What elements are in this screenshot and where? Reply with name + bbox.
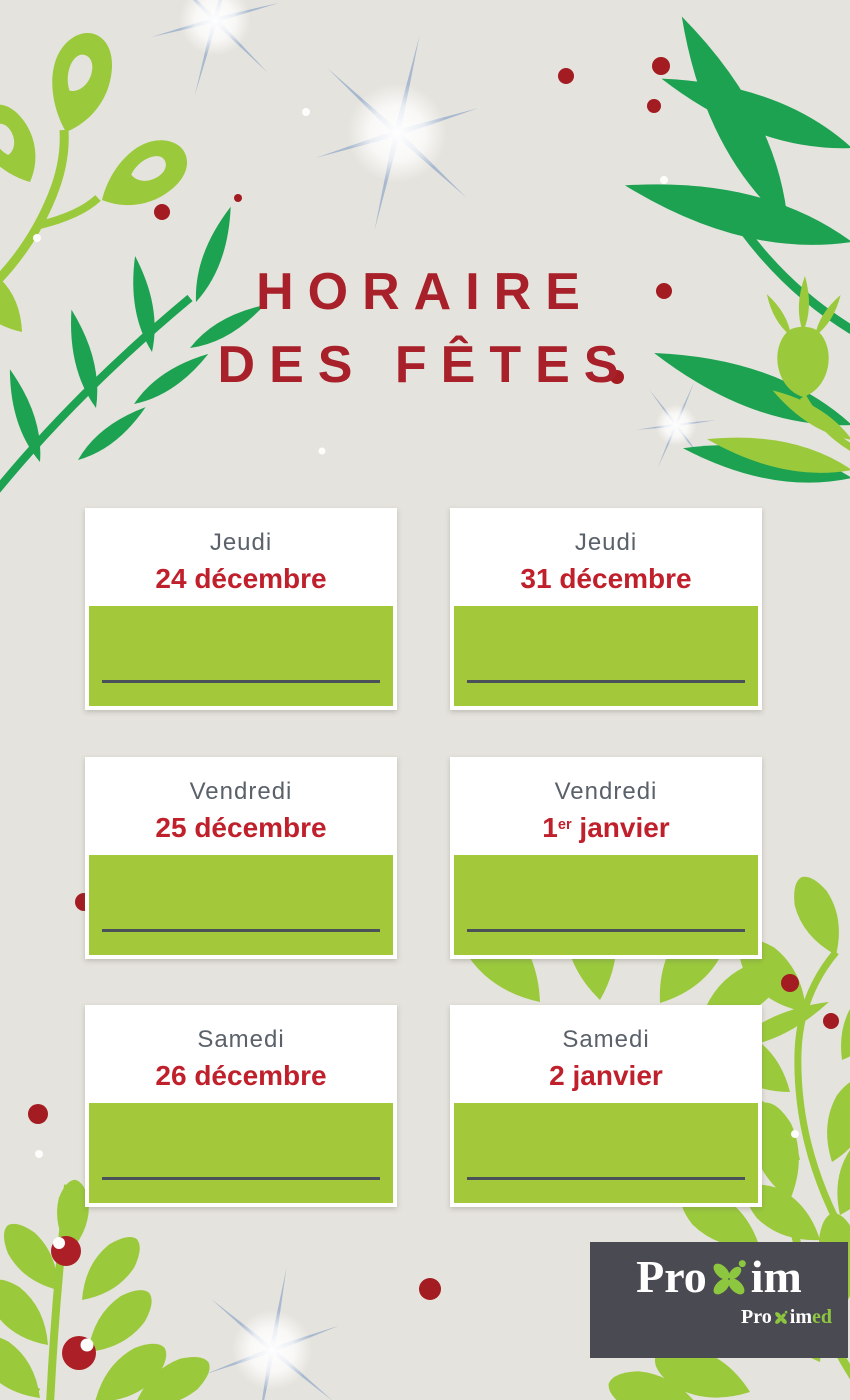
card-date-label: 2 janvier xyxy=(549,1060,663,1091)
card-day-label: Vendredi xyxy=(554,778,658,805)
proximed-wordmark xyxy=(741,1307,832,1327)
card-date-label: 1er janvier xyxy=(542,812,670,843)
schedule-card xyxy=(85,508,397,710)
sub-brand-text-mid: im xyxy=(789,1306,812,1328)
schedule-card xyxy=(450,508,762,710)
hours-blank-line xyxy=(102,680,380,683)
card-day-label: Samedi xyxy=(197,1026,285,1053)
schedule-card xyxy=(85,1005,397,1207)
card-hours-area xyxy=(89,606,393,706)
schedule-card xyxy=(450,1005,762,1207)
proxim-wordmark xyxy=(636,1251,802,1302)
schedule-card xyxy=(85,757,397,959)
card-hours-area xyxy=(454,1103,758,1203)
schedule-card xyxy=(450,757,762,959)
hours-blank-line xyxy=(102,929,380,932)
card-date-label: 25 décembre xyxy=(155,812,327,843)
card-day-label: Vendredi xyxy=(189,778,293,805)
hours-blank-line xyxy=(102,1177,380,1180)
card-hours-area xyxy=(89,855,393,955)
card-hours-area xyxy=(454,606,758,706)
card-date-label: 26 décembre xyxy=(155,1060,327,1091)
hours-blank-line xyxy=(467,680,745,683)
berry-sprig-icon xyxy=(0,1179,218,1400)
hours-blank-line xyxy=(467,1177,745,1180)
card-day-label: Jeudi xyxy=(209,529,273,556)
title-line-1: HORAIRE xyxy=(256,263,594,321)
poster-title xyxy=(0,256,850,402)
brand-text-post: im xyxy=(750,1251,802,1302)
card-hours-area xyxy=(454,855,758,955)
card-date-label: 24 décembre xyxy=(155,563,327,594)
proxim-logo xyxy=(590,1242,848,1358)
brand-text-pre: Pro xyxy=(636,1251,707,1302)
sub-brand-text-suffix: ed xyxy=(812,1306,832,1328)
title-line-2: DES FÊTES xyxy=(217,336,633,394)
card-hours-area xyxy=(89,1103,393,1203)
proxim-petal-x-icon xyxy=(773,1310,789,1326)
card-date-label: 31 décembre xyxy=(520,563,692,594)
proxim-petal-x-icon xyxy=(708,1258,750,1300)
card-day-label: Samedi xyxy=(562,1026,650,1053)
sub-brand-text-pre: Pro xyxy=(741,1306,772,1328)
card-day-label: Jeudi xyxy=(574,529,638,556)
hours-blank-line xyxy=(467,929,745,932)
